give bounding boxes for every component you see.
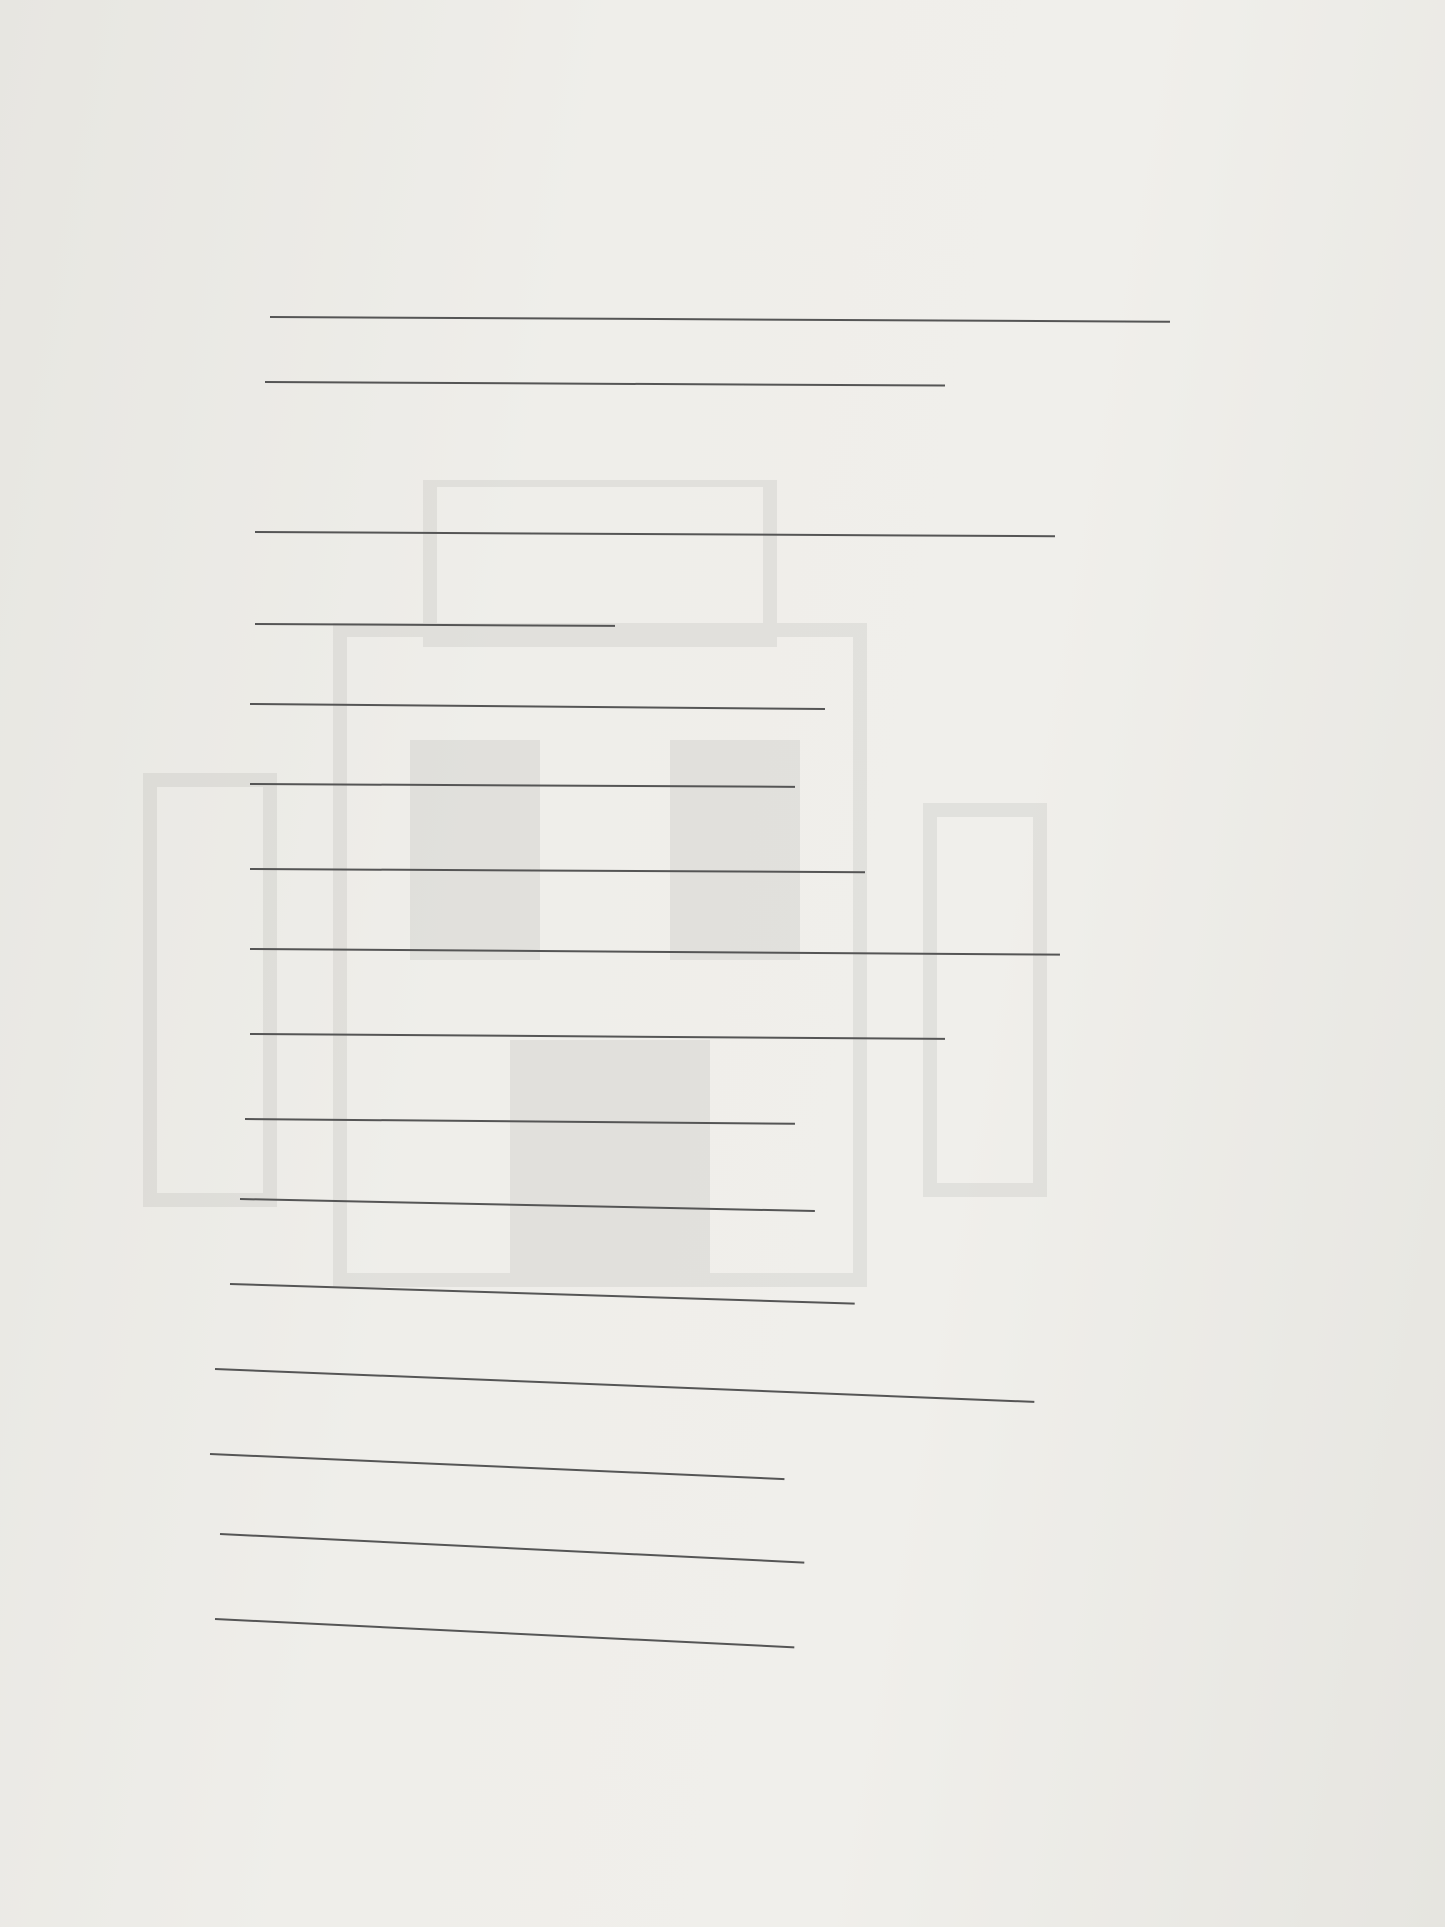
toc-entry	[0, 595, 1445, 675]
toc-entry	[0, 755, 1445, 835]
leader-line	[245, 1118, 795, 1125]
leader-line	[265, 381, 945, 387]
leader-line	[250, 948, 1060, 956]
toc-entry	[0, 1590, 1445, 1670]
toc-entry	[0, 1090, 1445, 1170]
leader-line	[250, 868, 865, 873]
toc-entry	[0, 1505, 1445, 1585]
toc-entry	[0, 1255, 1445, 1335]
leader-line	[250, 703, 825, 710]
toc-entry	[0, 920, 1445, 1000]
leader-line	[255, 531, 1055, 537]
toc-entry	[0, 1005, 1445, 1085]
leader-line	[255, 623, 615, 627]
leader-line	[220, 1533, 804, 1564]
leader-line	[250, 783, 795, 788]
toc-entry	[0, 1170, 1445, 1250]
toc-entry	[0, 675, 1445, 755]
toc-entry	[0, 515, 1445, 595]
leader-line	[250, 1033, 945, 1040]
leader-line	[210, 1453, 785, 1480]
leader-line	[240, 1198, 815, 1212]
toc-entry	[0, 1425, 1445, 1505]
leader-line	[270, 316, 1170, 323]
toc-entry	[0, 365, 1445, 445]
toc-entry	[0, 840, 1445, 920]
toc-entry	[0, 1340, 1445, 1420]
leader-line	[230, 1283, 855, 1305]
leader-line	[215, 1618, 794, 1648]
leader-line	[215, 1368, 1034, 1403]
